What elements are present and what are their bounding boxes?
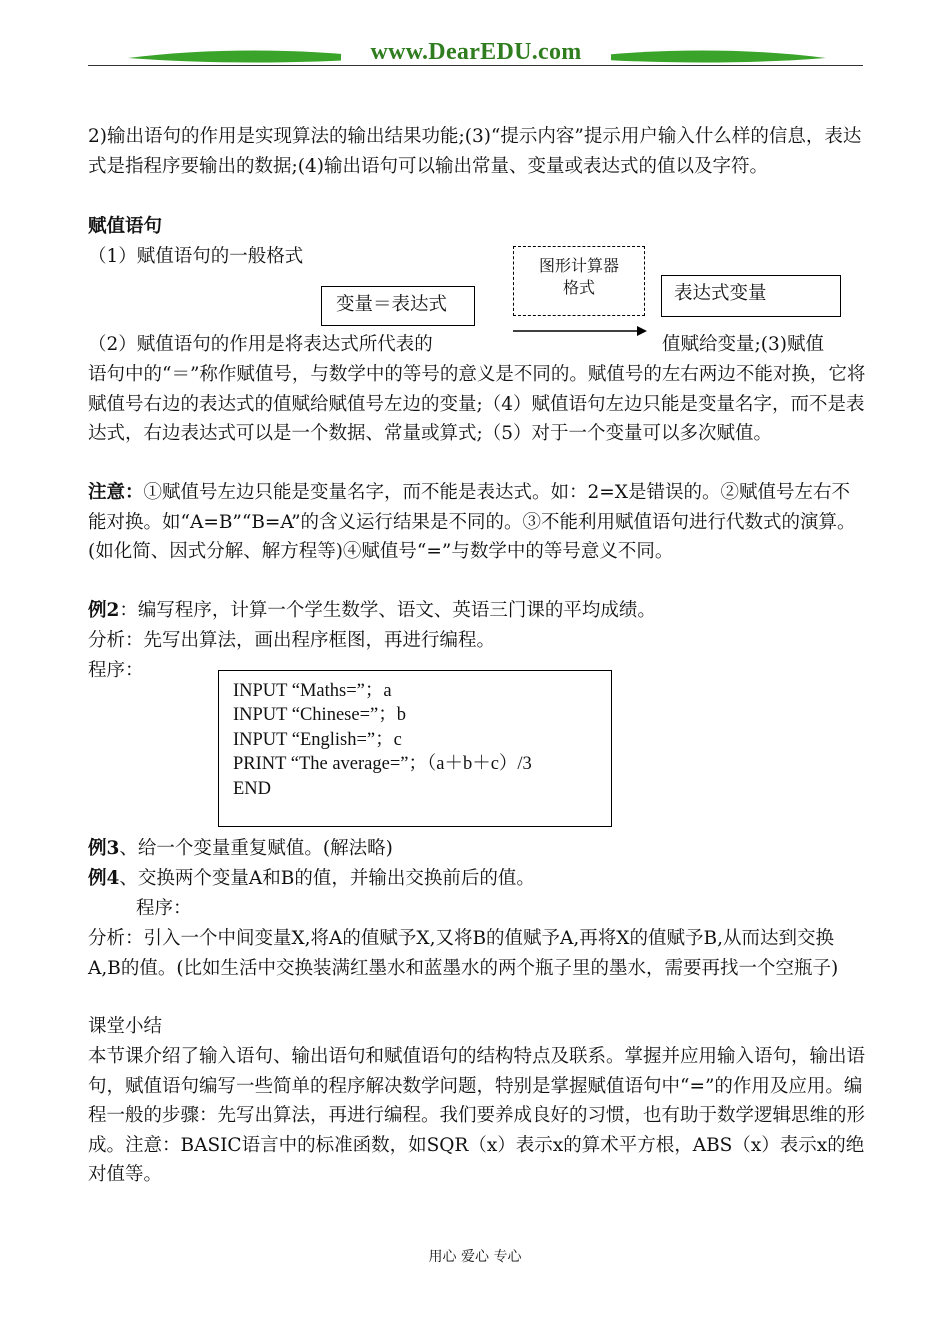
example-4-text: 、交换两个变量A和B的值，并输出交换前后的值。 [119,868,535,889]
page-footer: 用心 爱心 专心 [428,1249,522,1265]
analysis-4: 分析：引入一个中间变量X,将A的值赋予X,又将B的值赋予A,再将X的值赋予B,从而达到交换A,B的值。(比如生活中交换装满红墨水和蓝墨水的两个瓶子里的墨水，需要再找一个空瓶子) [88,928,839,979]
arrow [513,324,648,338]
section-title: 赋值语句 [88,216,163,237]
note-text: ①赋值号左边只能是变量名字，而不能是表达式。如：2=X是错误的。②赋值号左右不能对换。如“A=B”“B=A”的含义运行结果是不同的。③不能利用赋值语句进行代数式的演算。(如化简、因式分解、解方程等)④赋值号“=”与数学中的等号意义不同。 [88,482,856,562]
site-logo: www.DearEDU.com [341,40,611,64]
header-rule [88,65,863,66]
example-4 [88,864,866,894]
paragraph-assignment-meaning: 语句中的“＝”称作赋值号，与数学中的等号的意义是不同的。赋值号的左右两边不能对换，它将赋值号右边的表达式的值赋给赋值号左边的变量;（4）赋值语句左边只能是变量名字，而不是表达式，右边表达式可以是一个数据、常量或算式;（5）对于一个变量可以多次赋值。 [88,364,866,444]
example-3-label: 例3 [88,838,120,859]
summary-title: 课堂小结 [88,1016,163,1037]
example-2-label: 例2 [88,600,120,621]
code-box [218,670,612,827]
item-general-format: （1）赋值语句的一般格式 [88,246,304,267]
program-label: 程序： [88,660,144,681]
summary-text: 本节课介绍了输入语句、输出语句和赋值语句的结构特点及联系。掌握并应用输入语句，输出语句，赋值语句编写一些简单的程序解决数学问题，特别是掌握赋值语句中“=”的作用及应用。编程一般的步骤：先写出算法，再进行编程。我们要养成良好的习惯，也有助于数学逻辑思维的形成。注意：BASIC语言中的标准函数，如SQR（x）表示x的算术平方根，ABS（x）表示x的绝对值等。 [88,1046,866,1185]
paragraph-output-statement: 2)输出语句的作用是实现算法的输出结果功能;(3)“提示内容”提示用户输入什么样的信息，表达式是指程序要输出的数据;(4)输出语句可以输出常量、变量或表达式的值以及字符。 [88,126,862,177]
assignment-format-label: 变量＝表达式 [336,294,448,315]
example-3-text: 、给一个变量重复赋值。(解法略) [119,838,393,859]
analysis-2: 分析：先写出算法，画出程序框图，再进行编程。 [88,630,496,651]
expression-variable-label: 表达式变量 [674,283,767,304]
paragraph-note [88,478,866,567]
note-label: 注意： [88,482,144,503]
page-header [88,38,863,72]
calculator-format-box [513,246,645,316]
code-line: INPUT “Maths=”；a [233,681,392,701]
code-line: PRINT “The average=”；（a＋b＋c）/3 [233,754,532,775]
code-line: END [233,778,272,799]
item2-end: 值赋给变量;(3)赋值 [662,334,824,355]
assignment-format-box [321,286,475,326]
example-2-text: ：编写程序，计算一个学生数学、语文、英语三门课的平均成绩。 [119,600,656,621]
code-line: INPUT “English=”；c [233,729,402,750]
program-label-2: 程序： [136,898,192,919]
example-3 [88,834,866,864]
code-line: INPUT “Chinese=”；b [233,705,406,726]
calculator-format-label: 图形计算器格式 [538,256,619,297]
example-4-label: 例4 [88,868,120,889]
example-2 [88,596,866,626]
item2-start: （2）赋值语句的作用是将表达式所代表的 [88,334,433,355]
expression-variable-box [661,275,841,317]
